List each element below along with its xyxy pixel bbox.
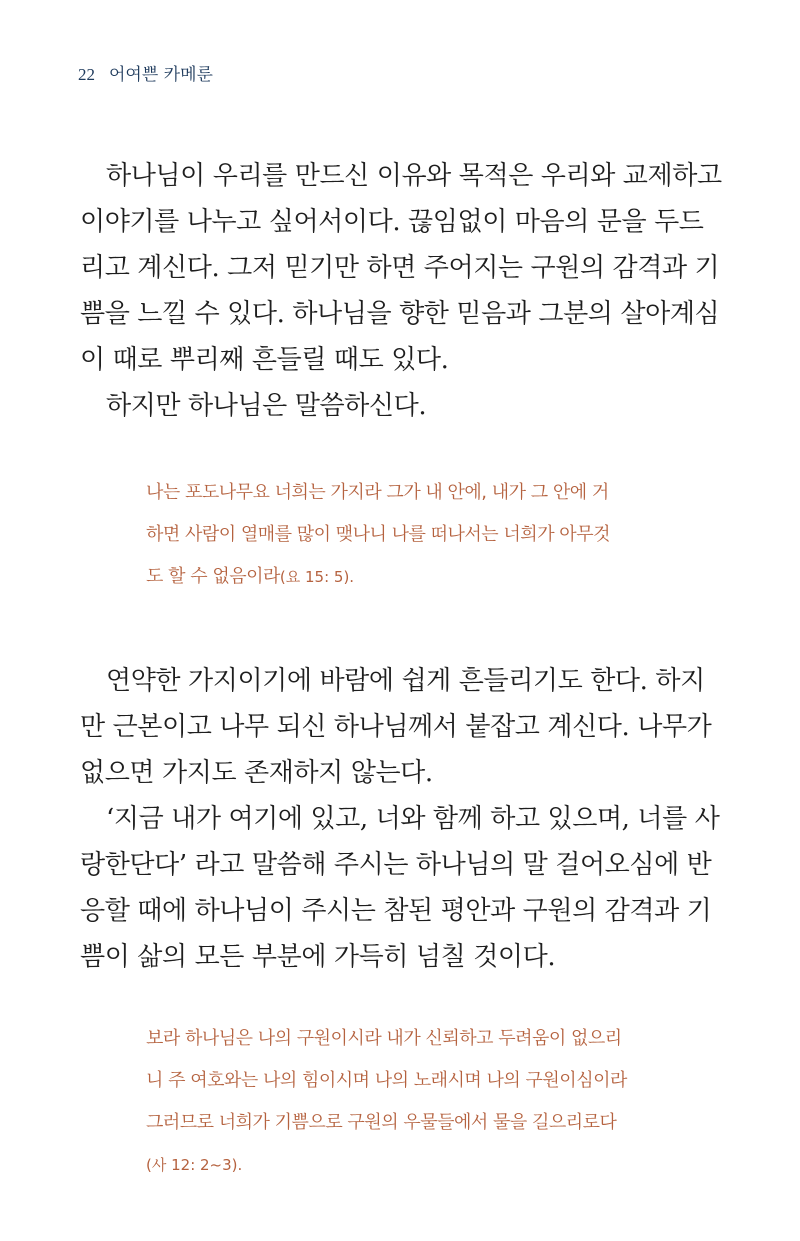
text-line: 응할 때에 하나님이 주시는 참된 평안과 구원의 감격과 기 xyxy=(80,896,712,926)
book-title: 어여쁜 카메룬 xyxy=(109,65,213,85)
quote-line: 보라 하나님은 나의 구원이시라 내가 신뢰하고 두려움이 없으리 xyxy=(146,1028,622,1049)
text-line: 하지만 하나님은 말씀하신다. xyxy=(106,391,427,421)
quote-line: 도 할 수 없음이라 xyxy=(146,566,280,587)
body-paragraph-1 xyxy=(80,153,722,429)
text-line: 이 때로 뿌리째 흔들릴 때도 있다. xyxy=(80,345,449,375)
running-header xyxy=(78,60,213,85)
page-number: 22 xyxy=(78,65,95,84)
quote-line: 니 주 여호와는 나의 힘이시며 나의 노래시며 나의 구원이심이라 xyxy=(146,1070,627,1091)
text-line: 리고 계신다. 그저 믿기만 하면 주어지는 구원의 감격과 기 xyxy=(80,253,720,283)
scripture-quote-1 xyxy=(146,472,666,598)
scripture-citation: (사 12: 2~3). xyxy=(146,1156,243,1174)
text-line: 이야기를 나누고 싶어서이다. 끊임없이 마음의 문을 두드 xyxy=(80,207,704,237)
text-line: 하나님이 우리를 만드신 이유와 목적은 우리와 교제하고 xyxy=(106,161,722,191)
scripture-quote-2 xyxy=(146,1018,666,1186)
text-line: 랑한단다’ 라고 말씀해 주시는 하나님의 말 걸어오심에 반 xyxy=(80,850,712,880)
quote-line: 하면 사람이 열매를 많이 맺나니 나를 떠나서는 너희가 아무것 xyxy=(146,524,610,545)
text-line: 쁨이 삶의 모든 부분에 가득히 넘칠 것이다. xyxy=(80,942,556,972)
text-line: 만 근본이고 나무 되신 하나님께서 붙잡고 계신다. 나무가 xyxy=(80,712,712,742)
quote-line: 나는 포도나무요 너희는 가지라 그가 내 안에, 내가 그 안에 거 xyxy=(146,482,609,503)
scripture-citation: (요 15: 5). xyxy=(279,568,355,586)
text-line: 연약한 가지이기에 바람에 쉽게 흔들리기도 한다. 하지 xyxy=(106,666,705,696)
text-line: 쁨을 느낄 수 있다. 하나님을 향한 믿음과 그분의 살아계심 xyxy=(80,299,720,329)
text-line: 없으면 가지도 존재하지 않는다. xyxy=(80,758,433,788)
text-line: ‘지금 내가 여기에 있고, 너와 함께 하고 있으며, 너를 사 xyxy=(106,804,720,834)
quote-line: 그러므로 너희가 기쁨으로 구원의 우물들에서 물을 길으리로다 xyxy=(146,1112,617,1133)
body-paragraph-3 xyxy=(80,658,720,980)
